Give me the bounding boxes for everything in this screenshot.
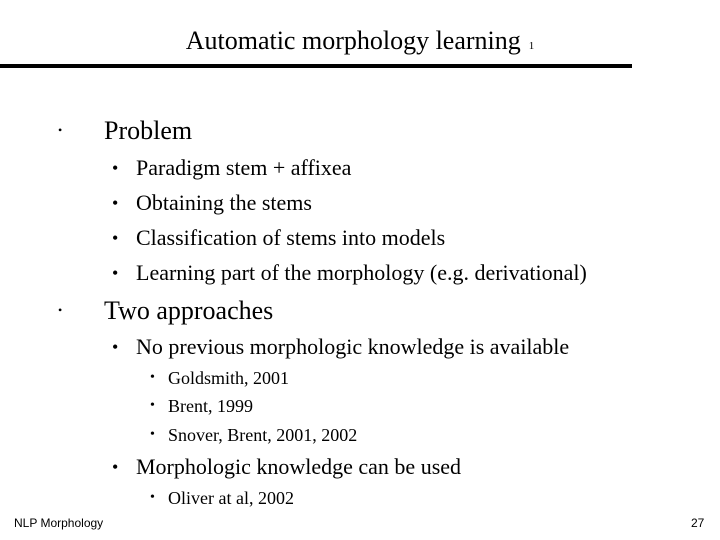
bullet-icon: • bbox=[112, 193, 119, 213]
reference-item: Snover, Brent, 2001, 2002 bbox=[168, 425, 358, 445]
footer-label: NLP Morphology bbox=[14, 516, 104, 530]
list-item: No previous morphologic knowledge is available bbox=[136, 334, 570, 359]
bullet-icon: • bbox=[112, 263, 119, 283]
page-number: 27 bbox=[691, 516, 705, 530]
list-item: Paradigm stem + affixea bbox=[136, 155, 352, 180]
bullet-icon: • bbox=[150, 398, 155, 413]
reference-item: Oliver at al, 2002 bbox=[168, 488, 294, 508]
bullet-icon: • bbox=[150, 427, 155, 442]
slide-title bbox=[0, 28, 720, 54]
bullet-icon: • bbox=[58, 123, 63, 137]
reference-item: Goldsmith, 2001 bbox=[168, 368, 290, 388]
title-text: Automatic morphology learning bbox=[185, 26, 521, 55]
list-item: Obtaining the stems bbox=[136, 190, 312, 215]
list-item: Learning part of the morphology (e.g. derivational) bbox=[136, 260, 587, 285]
list-item: Morphologic knowledge can be used bbox=[136, 454, 462, 479]
section-heading-problem: Problem bbox=[104, 116, 193, 145]
bullet-icon: • bbox=[150, 490, 155, 505]
list-item: Classification of stems into models bbox=[136, 225, 446, 250]
bullet-icon: • bbox=[112, 228, 119, 248]
bullet-icon: • bbox=[112, 337, 119, 357]
title-suffix: 1 bbox=[528, 40, 535, 52]
bullet-icon: • bbox=[112, 158, 119, 178]
bullet-icon: • bbox=[150, 370, 155, 385]
bullet-icon: • bbox=[58, 303, 63, 317]
bullet-icon: • bbox=[112, 457, 119, 477]
reference-item: Brent, 1999 bbox=[168, 396, 253, 416]
title-rule bbox=[0, 64, 632, 68]
section-heading-approaches: Two approaches bbox=[104, 296, 274, 325]
